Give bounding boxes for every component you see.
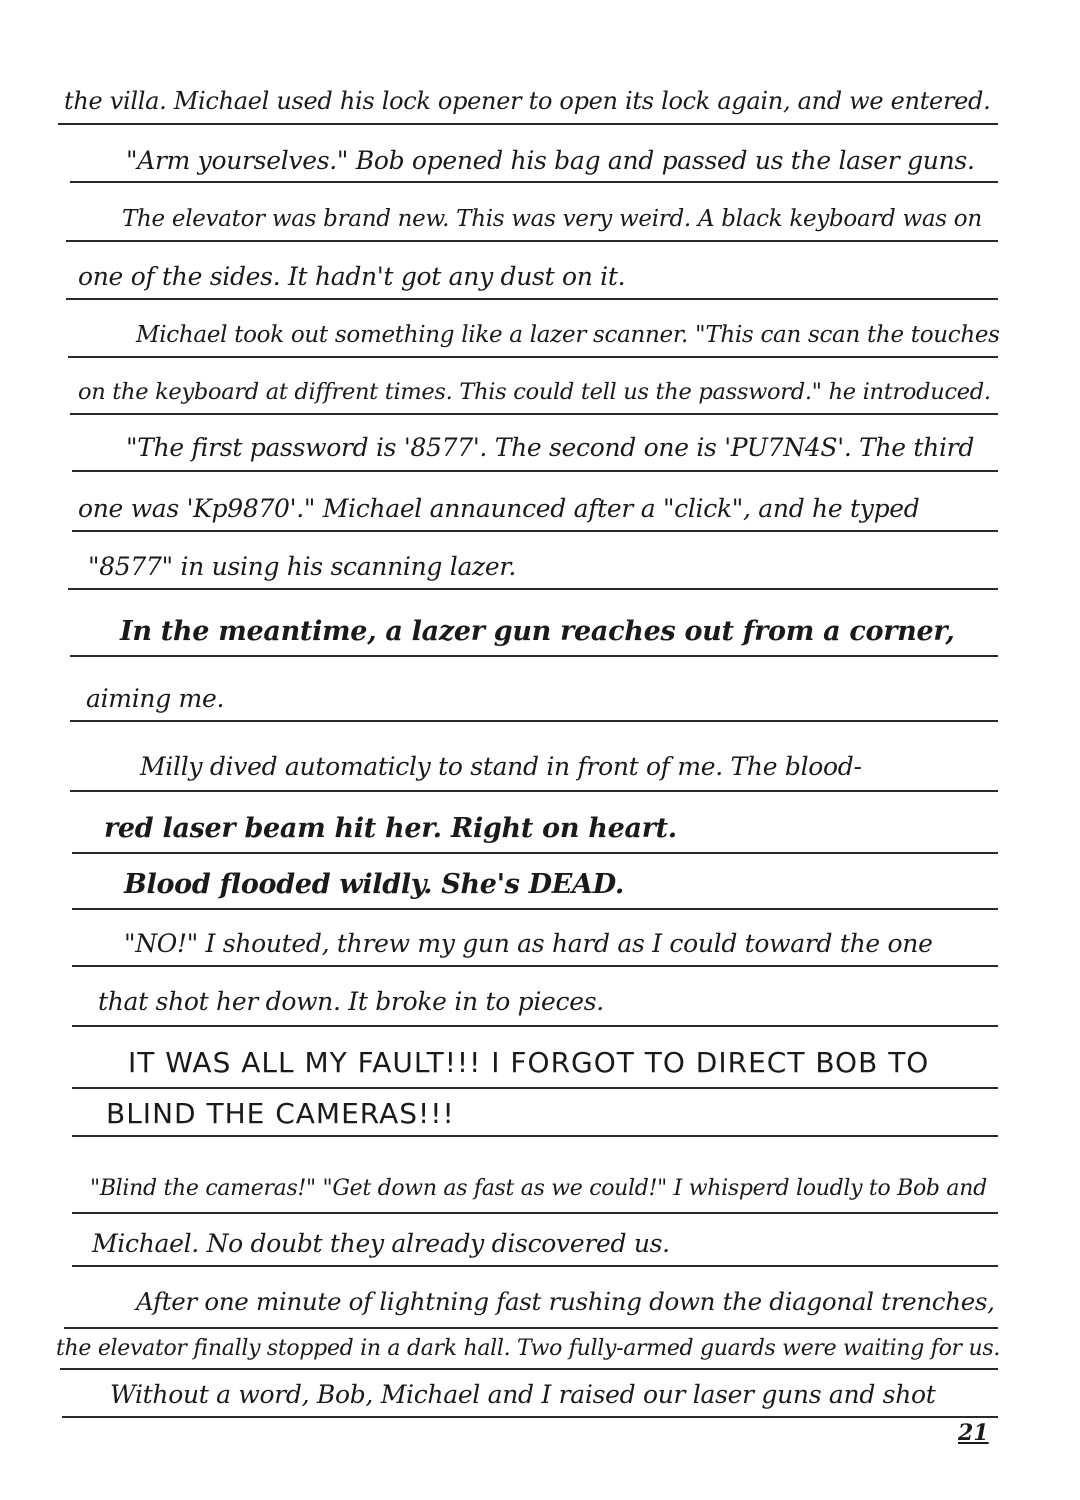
text-line-8: one was 'Kp9870'." Michael annaunced after a "click", and he typed <box>78 494 920 523</box>
text-line-5: Michael took out something like a lazer scanner. "This can scan the touches <box>136 322 1000 348</box>
ruled-line <box>72 908 998 910</box>
text-line-7: "The first password is '8577'. The second one is 'PU7N4S'. The third <box>126 433 975 462</box>
ruled-line <box>62 1416 998 1418</box>
text-line-19: "Blind the cameras!" "Get down as fast as we could!" I whisperd loudly to Bob and <box>90 1176 987 1201</box>
ruled-line <box>66 298 998 300</box>
page-number: 21 <box>958 1420 989 1446</box>
text-line-23: Without a word, Bob, Michael and I raised our laser guns and shot <box>110 1380 936 1409</box>
ruled-line <box>70 655 998 657</box>
ruled-line <box>66 240 998 242</box>
ruled-line <box>72 1025 998 1027</box>
text-line-14: Blood flooded wildly. She's DEAD. <box>124 869 624 900</box>
text-line-18: BLIND THE CAMERAS!!! <box>106 1097 455 1130</box>
text-line-3: The elevator was brand new. This was very weird. A black keyboard was on <box>122 206 982 232</box>
text-line-6: on the keyboard at diffrent times. This could tell us the password." he introduced. <box>78 379 991 405</box>
ruled-line <box>68 356 998 358</box>
ruled-line <box>72 1265 998 1267</box>
text-line-10: In the meantime, a lazer gun reaches out from a corner, <box>120 616 955 647</box>
text-line-11: aiming me. <box>86 684 225 713</box>
ruled-line <box>72 530 998 532</box>
text-line-4: one of the sides. It hadn't got any dust on it. <box>78 262 626 291</box>
ruled-line <box>72 470 998 472</box>
text-line-9: "8577" in using his scanning lazer. <box>88 552 516 581</box>
ruled-line <box>72 965 998 967</box>
text-line-1: the villa. Michael used his lock opener to open its lock again, and we entered. <box>64 87 991 115</box>
ruled-line <box>72 1135 998 1137</box>
text-line-2: "Arm yourselves." Bob opened his bag and passed us the laser guns. <box>126 146 975 175</box>
ruled-line <box>72 1212 998 1214</box>
ruled-line <box>72 852 998 854</box>
text-line-12: Milly dived automaticly to stand in front of me. The blood- <box>140 752 862 781</box>
text-line-17: IT WAS ALL MY FAULT!!! I FORGOT TO DIRECT BOB TO <box>128 1046 930 1079</box>
ruled-line <box>70 181 998 183</box>
text-line-22: the elevator finally stopped in a dark hall. Two fully-armed guards were waiting for us. <box>56 1336 1001 1361</box>
ruled-line <box>60 1368 998 1370</box>
text-line-13: red laser beam hit her. Right on heart. <box>104 813 677 844</box>
ruled-line <box>70 720 998 722</box>
ruled-line <box>68 588 998 590</box>
ruled-line <box>70 413 998 415</box>
ruled-line <box>70 790 998 792</box>
ruled-line <box>64 1327 998 1329</box>
text-line-15: "NO!" I shouted, threw my gun as hard as I could toward the one <box>124 929 933 958</box>
text-line-16: that shot her down. It broke in to pieces. <box>98 987 604 1016</box>
ruled-line <box>58 123 998 125</box>
text-line-21: After one minute of lightning fast rushing down the diagonal trenches, <box>136 1287 995 1316</box>
ruled-line <box>72 1087 998 1089</box>
text-line-20: Michael. No doubt they already discovered us. <box>92 1229 670 1258</box>
